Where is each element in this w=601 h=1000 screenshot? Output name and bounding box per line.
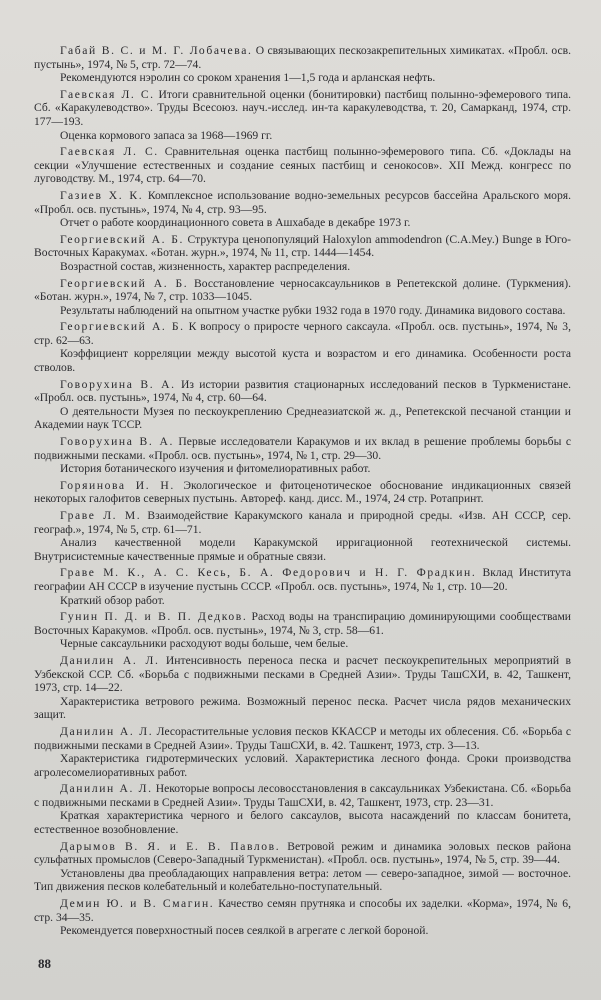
entry-author: Демин Ю. и В. Смагин. — [60, 897, 215, 911]
entry-text: Интенсивность переноса песка и расчет пескоукрепительных мероприятий в Узбекской ССР. Сб. «Борьба с подвижными песками в Средней Азии». Труды ТашСХИ, в. 42, Ташкент, 1973, стр. 14—22. — [34, 653, 571, 695]
entry-citation — [34, 320, 571, 347]
entry-text: К вопросу о приросте черного саксаула. «Пробл. осв. пустынь», 1974, № 3, стр. 62—63. — [34, 320, 571, 347]
entry-author: Гаевская Л. С. — [60, 145, 159, 159]
entry-citation — [34, 654, 571, 695]
bibliography-entry — [34, 479, 571, 506]
entry-author: Горяинова И. Н. — [60, 478, 175, 492]
entry-annotation: Краткий обзор работ. — [60, 593, 165, 607]
entry-annotation: Коэффициент корреляции между высотой куста и возрастом и его динамика. Особенности роста стволов. — [34, 347, 571, 375]
entry-annotation: Анализ качественной модели Каракумской ирригационной геотехнической системы. Внутрисистемные качественные прямые и обратные связи. — [34, 536, 571, 563]
entry-citation — [34, 610, 571, 637]
entry-annotation: Установлены два преобладающих направления ветра: летом — северо-западное, зимой — восточное. Тип движения песков колебательный и колебательно-поступательный. — [34, 866, 571, 894]
entry-author: Граве М. К., А. С. Кесь, Б. А. Федорович и Н. Г. Фрадкин. — [60, 566, 477, 580]
entry-text: Из истории развития стационарных исследований песков в Туркменистане. «Пробл. осв. пустынь», 1974, № 4, стр. 60—64. — [34, 377, 571, 405]
entry-text: О связывающих пескозакрепительных химикатах. «Пробл. осв. пустынь», 1974, № 5, стр. 72—74. — [34, 44, 571, 71]
entry-author: Георгиевский А. Б. — [60, 320, 185, 334]
entry-citation — [34, 378, 571, 405]
entry-text: Структура ценопопуляций Haloxylon ammodendron (С.А.Mey.) Bunge в Юго-Восточных Каракумах. «Ботан. журн.», 1974, № 11, стр. 1444—1454. — [34, 232, 571, 260]
entry-text: Итоги сравнительной оценки (бонитировки) пастбищ полынно-эфемерового типа. Сб. «Каракулеводство». Труды Всесоюз. науч.-исслед. ин-та каракулеводства, т. 20, Самарканд, 1974, стр. 177—193. — [34, 87, 571, 128]
entry-citation — [34, 88, 571, 129]
entry-text: Ветровой режим и динамика эоловых песков района сульфатных промыслов (Северо-Западный Туркменистан). «Пробл. осв. пустынь», 1974, № 5, стр. 39—44. — [34, 839, 571, 867]
bibliography-entry — [34, 840, 571, 894]
bibliography-entry — [34, 725, 571, 779]
bibliography-entry — [34, 782, 571, 836]
bibliography-entry — [34, 233, 571, 274]
bibliography-entry — [34, 509, 571, 563]
entry-text: Расход воды на транспирацию доминирующими сообществами Восточных Каракумов. «Пробл. осв. пустынь», 1974, № 3, стр. 58—61. — [34, 610, 571, 637]
entry-author: Георгиевский А. Б. — [60, 276, 189, 290]
entry-annotation: Черные саксаульники расходуют воды больше, чем белые. — [60, 637, 349, 651]
entry-citation — [34, 566, 571, 593]
page-number: 88 — [38, 956, 51, 971]
entry-citation — [34, 145, 571, 186]
entry-annotation: Характеристика гидротермических условий. Характеристика лесного фонда. Сроки производства агролесомелиоративных работ. — [34, 752, 571, 779]
entry-annotation: Отчет о работе координационного совета в Ашхабаде в декабре 1973 г. — [60, 216, 411, 230]
bibliography-entry — [34, 44, 571, 85]
entry-author: Габай В. С. и М. Г. Лобачева. — [60, 44, 253, 57]
entry-citation — [34, 897, 571, 924]
entry-annotation: Оценка кормового запаса за 1968—1969 гг. — [60, 128, 273, 142]
entry-citation — [34, 189, 571, 216]
bibliography-entry — [34, 897, 571, 938]
entry-author: Данилин А. Л. — [60, 724, 154, 738]
bibliography-entry — [34, 145, 571, 186]
entry-text: Экологическое и фитоценотическое обоснование индикационных связей некоторых галофитов северных пустынь. Автореф. канд. дисс. М., 1974, 24 стр. Ротапринт. — [34, 478, 572, 506]
bibliography-entry — [34, 88, 571, 142]
entry-author: Георгиевский А. Б. — [60, 232, 184, 246]
entry-citation — [34, 233, 571, 260]
bibliography-entry — [34, 378, 571, 432]
bibliography-entry — [34, 189, 571, 230]
entry-annotation: История ботанического изучения и фитомелиоративных работ. — [60, 462, 371, 476]
entry-annotation: О деятельности Музея по пескоукреплению Среднеазиатской ж. д., Репетекской песчаной станции и Академии наук ТССР. — [34, 404, 571, 432]
bibliography-entry — [34, 277, 571, 318]
entry-author: Газиев Х. К. — [60, 188, 144, 202]
entry-text: Взаимодействие Каракумского канала и природной среды. «Изв. АН СССР, сер. географ.», 1974, № 5, стр. 61—71. — [34, 509, 571, 536]
entry-citation — [34, 725, 571, 752]
entry-citation — [34, 44, 571, 71]
entry-text: Восстановление черносаксаульников в Репетекской долине. (Туркмения). «Ботан. журн.», 1974, № 7, стр. 1033—1045. — [34, 276, 571, 304]
entry-citation — [34, 840, 571, 867]
entry-text: Вклад Института географии АН СССР в изучение пустынь СССР. «Пробл. осв. пустынь», 1974, № 1, стр. 10—20. — [34, 566, 571, 593]
entry-citation — [34, 479, 571, 506]
entry-author: Данилин А. Л. — [60, 782, 153, 796]
entry-citation — [34, 509, 571, 536]
entry-text: Первые исследователи Каракумов и их вклад в решение проблемы борьбы с подвижными песками. «Пробл. осв. пустынь», 1974, № 1, стр. 29—30. — [34, 435, 571, 462]
bibliography-entry — [34, 610, 571, 651]
entry-author: Говорухина В. А. — [60, 435, 174, 449]
entry-author: Гаевская Л. С. — [60, 87, 155, 101]
entry-annotation: Возрастной состав, жизненность, характер распределения. — [60, 259, 351, 273]
bibliography-list — [34, 44, 571, 938]
entry-text: Качество семян прутняка и способы их заделки. «Корма», 1974, № 6, стр. 34—35. — [34, 897, 571, 924]
entry-text: Сравнительная оценка пастбищ полынно-эфемерового типа. Сб. «Доклады на секции «Улучшение естественных и создание сеяных пастбищ и сенокосов». XII Межд. конгресс по луговодству. М., 1974, стр. 64—70. — [34, 145, 571, 186]
entry-annotation: Рекомендуется поверхностный посев сеялкой в агрегате с легкой бороной. — [60, 924, 429, 938]
entry-annotation: Рекомендуются нэролин со сроком хранения 1—1,5 года и арланская нефть. — [60, 71, 436, 85]
bibliography-entry — [34, 320, 571, 374]
entry-author: Граве Л. М. — [60, 509, 142, 522]
entry-text: Лесорастительные условия песков ККАССР и методы их облесения. Сб. «Борьба с подвижными песками в Средней Азии». Труды ТашСХИ, в. 42. Ташкент, 1973, стр. 3—13. — [34, 724, 571, 752]
entry-annotation: Краткая характеристика черного и белого саксаулов, высота насаждений по классам бонитета, естественное возобновление. — [34, 809, 571, 837]
bibliography-entry — [34, 435, 571, 476]
entry-author: Данилин А. Л. — [60, 653, 160, 667]
bibliography-entry — [34, 566, 571, 607]
entry-author: Говорухина В. А. — [60, 377, 176, 391]
entry-text: Комплексное использование водно-земельных ресурсов бассейна Аральского моря. «Пробл. осв. пустынь», 1974, № 4, стр. 93—95. — [34, 188, 571, 216]
entry-author: Дарымов В. Я. и Е. В. Павлов. — [60, 839, 281, 853]
entry-text: Некоторые вопросы лесовосстановления в саксаульниках Узбекистана. Сб. «Борьба с подвижными песками в Средней Азии». Труды ТашСХИ, в. 42, Ташкент, 1973, стр. 23—31. — [34, 782, 571, 809]
entry-citation — [34, 435, 571, 462]
entry-citation — [34, 277, 571, 304]
entry-citation — [34, 782, 571, 809]
entry-annotation: Характеристика ветрового режима. Возможный перенос песка. Расчет числа рядов механических защит. — [34, 694, 571, 722]
bibliography-entry — [34, 654, 571, 722]
entry-author: Гунин П. Д. и В. П. Дедков. — [60, 610, 248, 624]
entry-annotation: Результаты наблюдений на опытном участке рубки 1932 года в 1970 году. Динамика видового состава. — [60, 303, 566, 317]
